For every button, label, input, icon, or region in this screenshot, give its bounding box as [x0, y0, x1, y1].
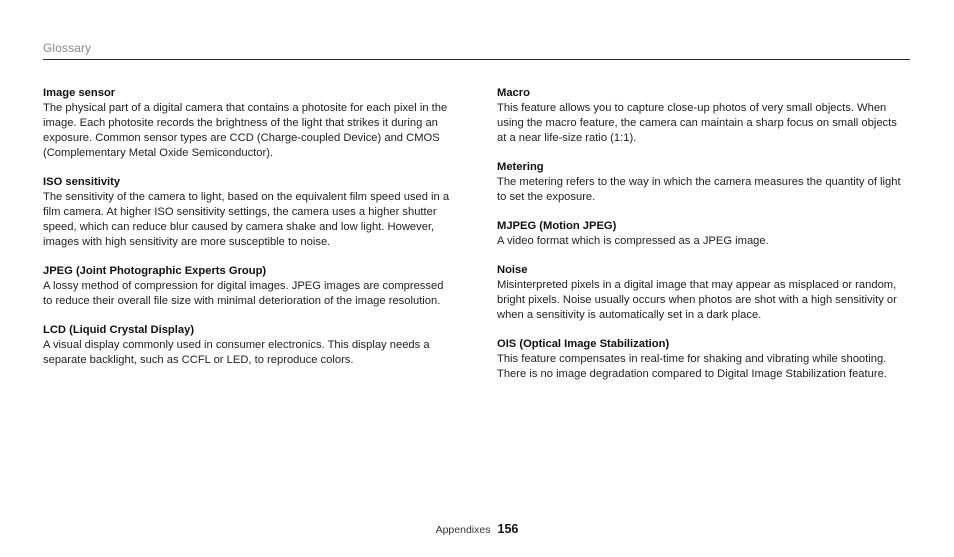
glossary-entry-lcd [43, 323, 453, 368]
glossary-definition: The sensitivity of the camera to light, based on the equivalent film speed used in a film camera. At higher ISO sensitivity settings, the camera uses a higher shutter speed, which can reduce blur caused by camera shake and low light. However, images with high sensitivity are more susceptible to noise. [43, 191, 450, 248]
glossary-definition: Misinterpreted pixels in a digital image that may appear as misplaced or random, bright pixels. Noise usually occurs when photos are shot with a high sensitivity or when a sensitivity is automatically set in a dark place. [497, 279, 897, 321]
glossary-definition: The metering refers to the way in which the camera measures the quantity of light to set the exposure. [497, 176, 901, 203]
glossary-definition: A lossy method of compression for digital images. JPEG images are compressed to reduce their overall file size with minimal deterioration of the image resolution. [43, 280, 444, 307]
glossary-term: JPEG (Joint Photographic Experts Group) [43, 265, 267, 277]
glossary-entry-image-sensor [43, 86, 453, 161]
glossary-column-left [43, 86, 453, 382]
glossary-entry-ois [497, 337, 909, 382]
glossary-definition: This feature compensates in real-time for shaking and vibrating while shooting. There is no image degradation compared to Digital Image Stabilization feature. [497, 353, 887, 380]
glossary-entry-mjpeg [497, 219, 909, 249]
glossary-definition: This feature allows you to capture close-up photos of very small objects. When using the macro feature, the camera can maintain a sharp focus on small objects at a near life-size ratio (1:1). [497, 102, 897, 144]
glossary-entry-noise [497, 263, 909, 323]
glossary-entry-iso-sensitivity [43, 175, 453, 250]
footer-section-name: Appendixes [435, 524, 491, 536]
header-divider [43, 59, 910, 60]
glossary-term: Noise [497, 264, 528, 276]
glossary-term: Metering [497, 161, 544, 173]
glossary-entry-metering [497, 160, 909, 205]
glossary-column-right [497, 86, 909, 396]
glossary-definition: The physical part of a digital camera that contains a photosite for each pixel in the image. Each photosite records the brightness of the light that strikes it during an exposure. Common sensor types are CCD (Charge-coupled Device) and CMOS (Complementary Metal Oxide Semiconductor). [43, 102, 448, 159]
glossary-term: Macro [497, 87, 530, 99]
page-footer [0, 522, 954, 536]
glossary-term: LCD (Liquid Crystal Display) [43, 324, 195, 336]
section-header: Glossary [43, 41, 92, 55]
glossary-term: ISO sensitivity [43, 176, 121, 188]
glossary-term: Image sensor [43, 87, 116, 99]
glossary-entry-jpeg [43, 264, 453, 309]
glossary-definition: A video format which is compressed as a JPEG image. [497, 235, 769, 247]
glossary-term: OIS (Optical Image Stabilization) [497, 338, 670, 350]
glossary-entry-macro [497, 86, 909, 146]
glossary-term: MJPEG (Motion JPEG) [497, 220, 617, 232]
glossary-definition: A visual display commonly used in consumer electronics. This display needs a separate backlight, such as CCFL or LED, to reproduce colors. [43, 339, 430, 366]
page-number: 156 [497, 522, 519, 536]
